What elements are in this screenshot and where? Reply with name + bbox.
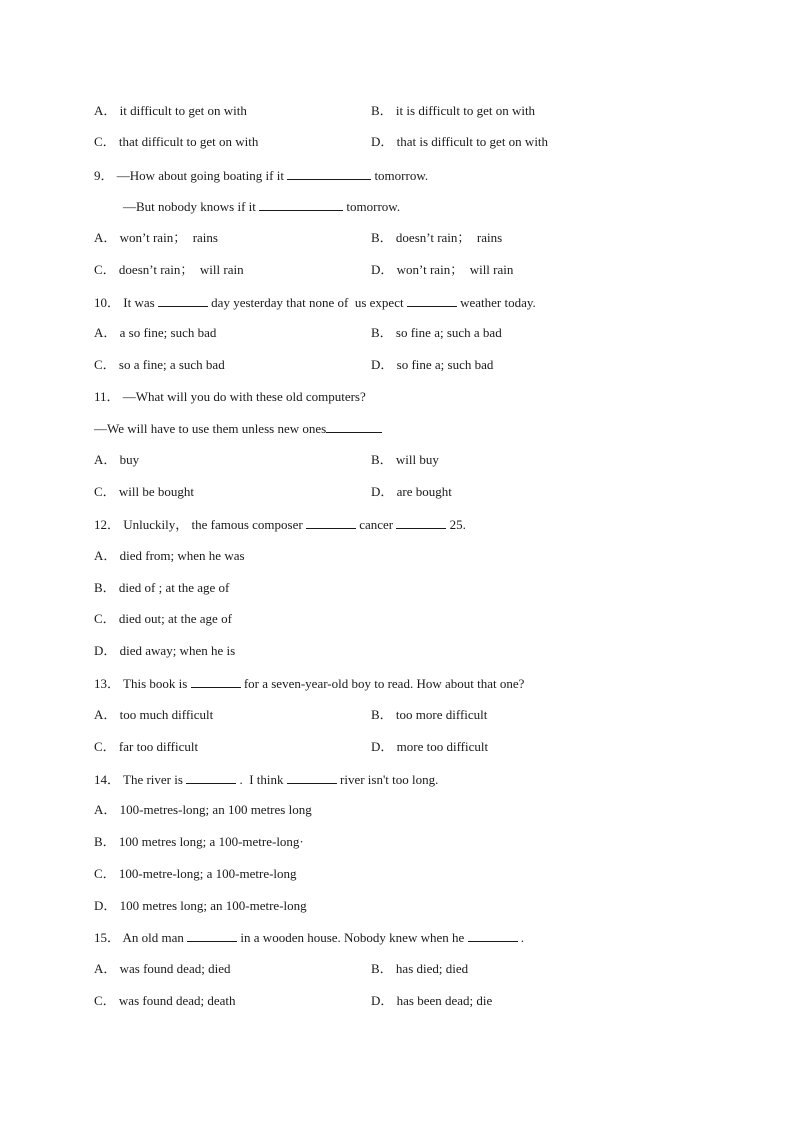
q12-option-c: C． died out; at the age of (94, 611, 232, 626)
answer-blank (326, 420, 382, 433)
q10-option-b: B． so fine a; such a bad (371, 325, 502, 340)
answer-blank (306, 516, 356, 529)
answer-blank (186, 771, 236, 784)
q12-option-d: D． died away; when he is (94, 643, 236, 658)
q12-stem-text: 12． Unluckily， the famous composer (94, 517, 303, 532)
answer-blank (191, 675, 241, 688)
q15-stem-end: . (520, 930, 525, 945)
q11-option-a: A． buy (94, 452, 140, 467)
q12-stem-end: 25. (449, 517, 466, 532)
q12-stem (94, 516, 466, 533)
q10-stem (94, 294, 536, 311)
q9-reply-text: —But nobody knows if it (123, 199, 256, 214)
answer-blank (407, 294, 457, 307)
answer-blank (187, 929, 237, 942)
q15-option-b: B． has died; died (371, 961, 469, 976)
q14-option-a: A． 100-metres-long; an 100 metres long (94, 802, 312, 817)
q13-option-c: C． far too difficult (94, 739, 199, 754)
q13-option-d: D． more too difficult (371, 739, 489, 754)
answer-blank (158, 294, 208, 307)
q10-option-c: C． so a fine; a such bad (94, 357, 225, 372)
q14-stem-text: 14． The river is (94, 772, 183, 787)
q13-stem (94, 675, 524, 692)
q15-option-c: C． was found dead; death (94, 993, 236, 1008)
q9-stem-end: tomorrow. (374, 168, 429, 183)
q15-stem-text: 15． An old man (94, 930, 184, 945)
q14-stem-end: river isn't too long. (340, 772, 439, 787)
answer-blank (287, 771, 337, 784)
answer-blank (259, 198, 343, 211)
q12-option-a: A． died from; when he was (94, 548, 245, 563)
q8-option-c: C． that difficult to get on with (94, 134, 259, 149)
q9-stem-text: 9． —How about going boating if it (94, 168, 284, 183)
q9-option-b: B． doesn’t rain； rains (371, 230, 503, 245)
q15-stem (94, 929, 524, 946)
q11-option-b: B． will buy (371, 452, 439, 467)
q12-option-b: B． died of ; at the age of (94, 580, 230, 595)
q13-stem-text: 13． This book is (94, 676, 188, 691)
q9-stem (94, 167, 428, 184)
q10-stem-text: 10． It was (94, 295, 155, 310)
q13-stem-end: for a seven-year-old boy to read. How about that one? (243, 676, 525, 691)
q11-option-c: C． will be bought (94, 484, 195, 499)
q13-option-b: B． too more difficult (371, 707, 488, 722)
answer-blank (468, 929, 518, 942)
q11-reply-text: —We will have to use them unless new ones (94, 421, 327, 436)
q10-stem-mid: day yesterday that none of us expect (211, 295, 404, 310)
q11-option-d: D． are bought (371, 484, 452, 499)
q11-stem: 11． —What will you do with these old computers? (94, 389, 366, 404)
q10-stem-end: weather today. (460, 295, 536, 310)
q8-option-d: D． that is difficult to get on with (371, 134, 549, 149)
q14-stem-mid: . I think (239, 772, 284, 787)
q9-option-d: D． won’t rain； will rain (371, 262, 514, 277)
q14-option-b: B． 100 metres long; a 100-metre-long· (94, 834, 304, 849)
q14-option-d: D． 100 metres long; an 100-metre-long (94, 898, 307, 913)
q14-option-c: C． 100-metre-long; a 100-metre-long (94, 866, 297, 881)
q11-reply (94, 420, 382, 437)
answer-blank (396, 516, 446, 529)
q15-option-d: D． has been dead; die (371, 993, 493, 1008)
q15-stem-mid: in a wooden house. Nobody knew when he (240, 930, 465, 945)
q9-option-a: A． won’t rain； rains (94, 230, 218, 245)
q15-option-a: A． was found dead; died (94, 961, 231, 976)
answer-blank (287, 167, 371, 180)
q12-stem-mid: cancer (359, 517, 394, 532)
q9-option-c: C． doesn’t rain； will rain (94, 262, 244, 277)
q9-reply (123, 198, 400, 215)
q14-stem (94, 771, 438, 788)
q8-option-a: A． it difficult to get on with (94, 103, 247, 118)
q10-option-d: D． so fine a; such bad (371, 357, 494, 372)
q13-option-a: A． too much difficult (94, 707, 214, 722)
q10-option-a: A． a so fine; such bad (94, 325, 217, 340)
q8-option-b: B． it is difficult to get on with (371, 103, 536, 118)
q9-reply-end: tomorrow. (346, 199, 401, 214)
